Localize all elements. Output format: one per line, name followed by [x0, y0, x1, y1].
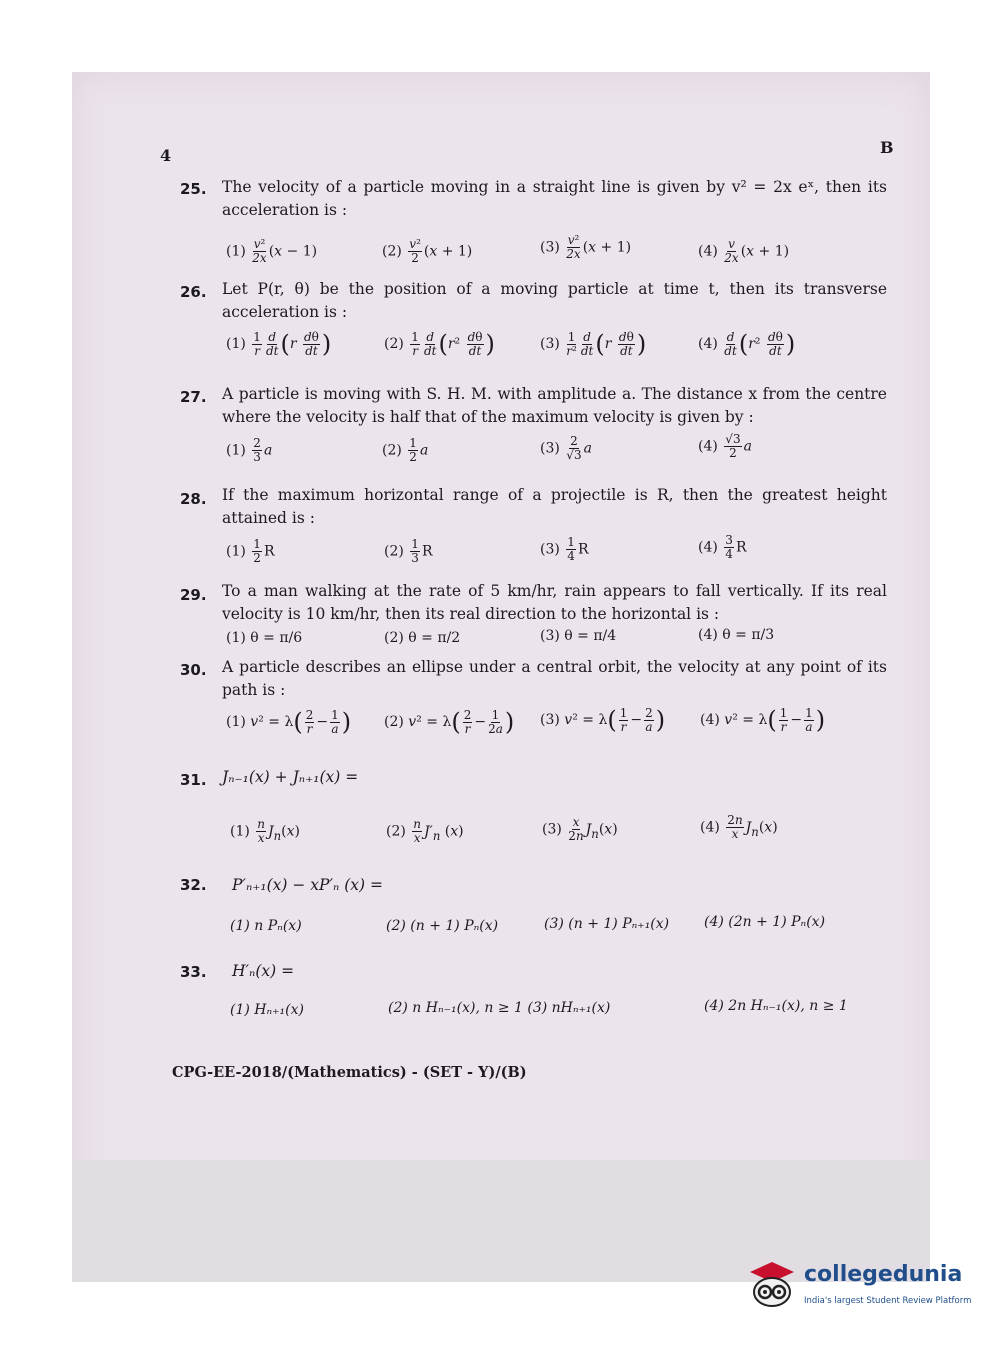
- logo-tagline: India's largest Student Review Platform: [804, 1296, 972, 1306]
- option: (1) $\frac{n}{x}$ $J_n(x)$: [230, 817, 301, 845]
- option: (4) θ = π/3: [698, 627, 775, 643]
- question-number: 26.: [180, 283, 207, 301]
- option: (4) $\frac{v}{2x}$ (x + 1): [698, 237, 790, 265]
- set-letter: B: [880, 138, 894, 157]
- question-text: To a man walking at the rate of 5 km/hr, rain appears to fall vertically. If its real velocity is 10 km/hr, then its real direction to the horizontal is :: [222, 582, 887, 623]
- option: (2) $\frac{1}{3}$ R: [384, 537, 433, 565]
- option: (3) $\frac{\text{v²}}{2x}$ (x + 1): [540, 233, 632, 261]
- question-text: H′ₙ(x) =: [232, 962, 295, 980]
- option: (2) $\frac{1}{r}$ $\frac{d}{dt}$ (r² $\frac{d\theta}{dt}$ ): [384, 329, 495, 358]
- option: (1) θ = π/6: [226, 630, 303, 646]
- question-number: 30.: [180, 661, 207, 679]
- option: (1) n Pₙ(x): [230, 918, 302, 934]
- logo-wordmark: collegedunia: [804, 1262, 963, 1287]
- mascot-icon: [744, 1258, 800, 1314]
- question-number: 33.: [180, 963, 207, 981]
- question-text: Let P(r, θ) be the position of a moving particle at time t, then its transverse acceleration is :: [222, 280, 887, 321]
- option: (1) v² = λ( $\frac{2}{r}$ − $\frac{1}{a}$ ): [226, 707, 352, 736]
- option: (2) $\frac{n}{x}$ $J'_n$ (x): [386, 817, 464, 845]
- question-number: 31.: [180, 771, 207, 789]
- page-number: 4: [160, 146, 172, 165]
- option: (2) (n + 1) Pₙ(x): [386, 918, 499, 934]
- option: (1) $\frac{1}{2}$ R: [226, 537, 275, 565]
- option: (4) $\frac{√3}{2}$ a: [698, 432, 752, 460]
- question-text: A particle is moving with S. H. M. with amplitude a. The distance x from the centre where the velocity is half that of the maximum velocity is given by :: [222, 385, 887, 426]
- question-text: P′ₙ₊₁(x) − xP′ₙ (x) =: [232, 876, 383, 894]
- question-text: The velocity of a particle moving in a straight line is given by v² = 2x eˣ, then its acceleration is :: [222, 178, 887, 219]
- option: (3) v² = λ( $\frac{1}{r}$ − $\frac{2}{a}$ ): [540, 705, 666, 734]
- option: (2) $\frac{1}{2}$ a: [382, 436, 429, 464]
- option: (4) $\frac{2n}{x}$ $J_n(x)$: [700, 813, 778, 841]
- question-number: 28.: [180, 490, 207, 508]
- option: (3) $\frac{x}{2n}$ $J_n(x)$: [542, 815, 618, 843]
- option: (2) v² = λ( $\frac{2}{r}$ − $\frac{1}{2a}$ ): [384, 707, 515, 736]
- option: (1) Hₙ₊₁(x): [230, 1002, 304, 1018]
- option: (1) $\frac{\text{v²}}{2x}$ (x − 1): [226, 237, 318, 265]
- option: (4) (2n + 1) Pₙ(x): [704, 914, 826, 930]
- option: (3) $\frac{1}{\text{r²}}$ $\frac{d}{dt}$ (r $\frac{d\theta}{dt}$ ): [540, 329, 647, 358]
- option: (4) $\frac{d}{dt}$ (r² $\frac{d\theta}{dt}$ ): [698, 329, 796, 358]
- option: (3) θ = π/4: [540, 628, 617, 644]
- option: (2) n Hₙ₋₁(x), n ≥ 1 (3) nHₙ₊₁(x): [388, 1000, 611, 1016]
- question-number: 29.: [180, 586, 207, 604]
- option: (4) v² = λ( $\frac{1}{r}$ − $\frac{1}{a}$ ): [700, 705, 826, 734]
- question-text: A particle describes an ellipse under a central orbit, the velocity at any point of its path is :: [222, 658, 887, 699]
- collegedunia-logo: [744, 1258, 974, 1318]
- option: (2) θ = π/2: [384, 630, 461, 646]
- option: (1) $\frac{2}{3}$ a: [226, 436, 273, 464]
- question-text: If the maximum horizontal range of a projectile is R, then the greatest height attained is :: [222, 486, 887, 527]
- option: (3) $\frac{1}{4}$ R: [540, 535, 589, 563]
- option: (2) $\frac{\text{v²}}{2}$ (x + 1): [382, 237, 473, 265]
- option: (3) $\frac{2}{√3}$ a: [540, 434, 592, 462]
- question-number: 27.: [180, 388, 207, 406]
- question-number: 32.: [180, 876, 207, 894]
- question-number: 25.: [180, 180, 207, 198]
- exam-code-footer: CPG-EE-2018/(Mathematics) - (SET - Y)/(B): [172, 1064, 527, 1081]
- option: (3) (n + 1) Pₙ₊₁(x): [544, 916, 670, 932]
- question-text: Jₙ₋₁(x) + Jₙ₊₁(x) =: [222, 768, 359, 786]
- option: (4) $\frac{3}{4}$ R: [698, 533, 747, 561]
- option: (1) $\frac{1}{r}$ $\frac{d}{dt}$ (r $\frac{d\theta}{dt}$ ): [226, 329, 332, 358]
- option: (4) 2n Hₙ₋₁(x), n ≥ 1: [704, 998, 848, 1014]
